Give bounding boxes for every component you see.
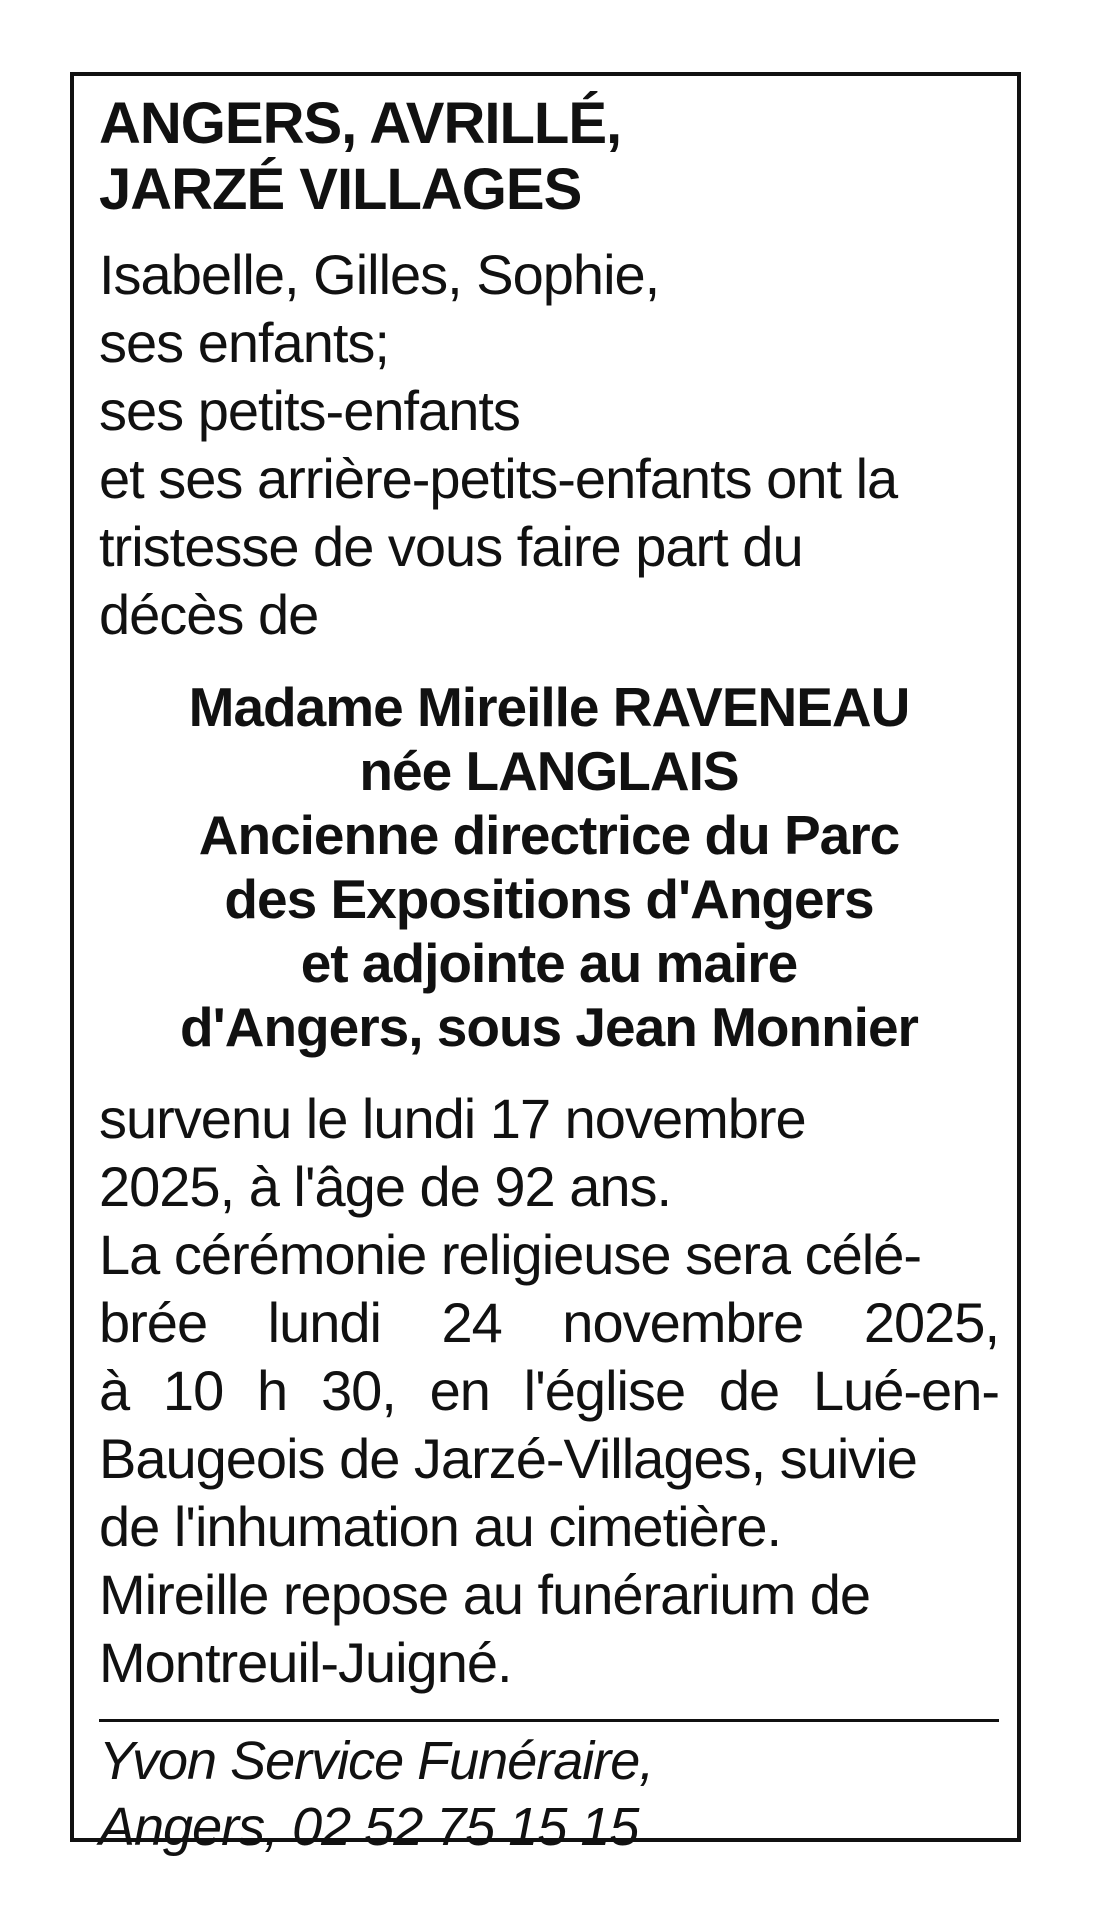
deceased-name: Madame Mireille RAVENEAU: [188, 676, 910, 738]
intro-line: ses petits-enfants: [99, 379, 520, 442]
intro-line: décès de: [99, 583, 319, 646]
obituary-notice: [70, 72, 1021, 1857]
deceased-title-line: des Expositions d'Angers: [224, 868, 874, 930]
details-line: Mireille repose au funérarium de: [99, 1563, 871, 1626]
intro-line: Isabelle, Gilles, Sophie,: [99, 243, 660, 306]
funeral-service-name: Yvon Service Funéraire,: [99, 1731, 654, 1791]
location-heading: [99, 91, 999, 223]
deceased-title-line: d'Angers, sous Jean Monnier: [180, 996, 918, 1058]
details-line: La cérémonie religieuse sera célé-: [99, 1223, 921, 1286]
deceased-title-line: Ancienne directrice du Parc: [198, 804, 900, 866]
details-line: Montreuil-Juigné.: [99, 1631, 512, 1694]
family-announcement: [99, 241, 999, 649]
deceased-maiden-name: née LANGLAIS: [359, 740, 739, 802]
details-line: Baugeois de Jarzé-Villages, suivie: [99, 1427, 917, 1490]
ceremony-details: [99, 1085, 999, 1697]
intro-line: et ses arrière-petits-enfants ont la: [99, 447, 898, 510]
location-line-1: ANGERS, AVRILLÉ,: [99, 91, 622, 156]
funeral-service-contact: Angers, 02 52 75 15 15: [99, 1797, 639, 1857]
intro-line: tristesse de vous faire part du: [99, 515, 803, 578]
intro-line: ses enfants;: [99, 311, 389, 374]
notice-content: [99, 91, 999, 1860]
details-line: à 10 h 30, en l'église de Lué-en-: [99, 1359, 999, 1422]
deceased-name-block: [99, 675, 999, 1059]
divider-rule: [99, 1719, 999, 1722]
funeral-service-signature: [99, 1728, 999, 1860]
details-line: survenu le lundi 17 novembre: [99, 1087, 806, 1150]
details-line: de l'inhumation au cimetière.: [99, 1495, 782, 1558]
details-line: brée lundi 24 novembre 2025,: [99, 1291, 999, 1354]
location-line-2: JARZÉ VILLAGES: [99, 157, 582, 222]
deceased-title-line: et adjointe au maire: [300, 932, 798, 994]
details-line: 2025, à l'âge de 92 ans.: [99, 1155, 672, 1218]
